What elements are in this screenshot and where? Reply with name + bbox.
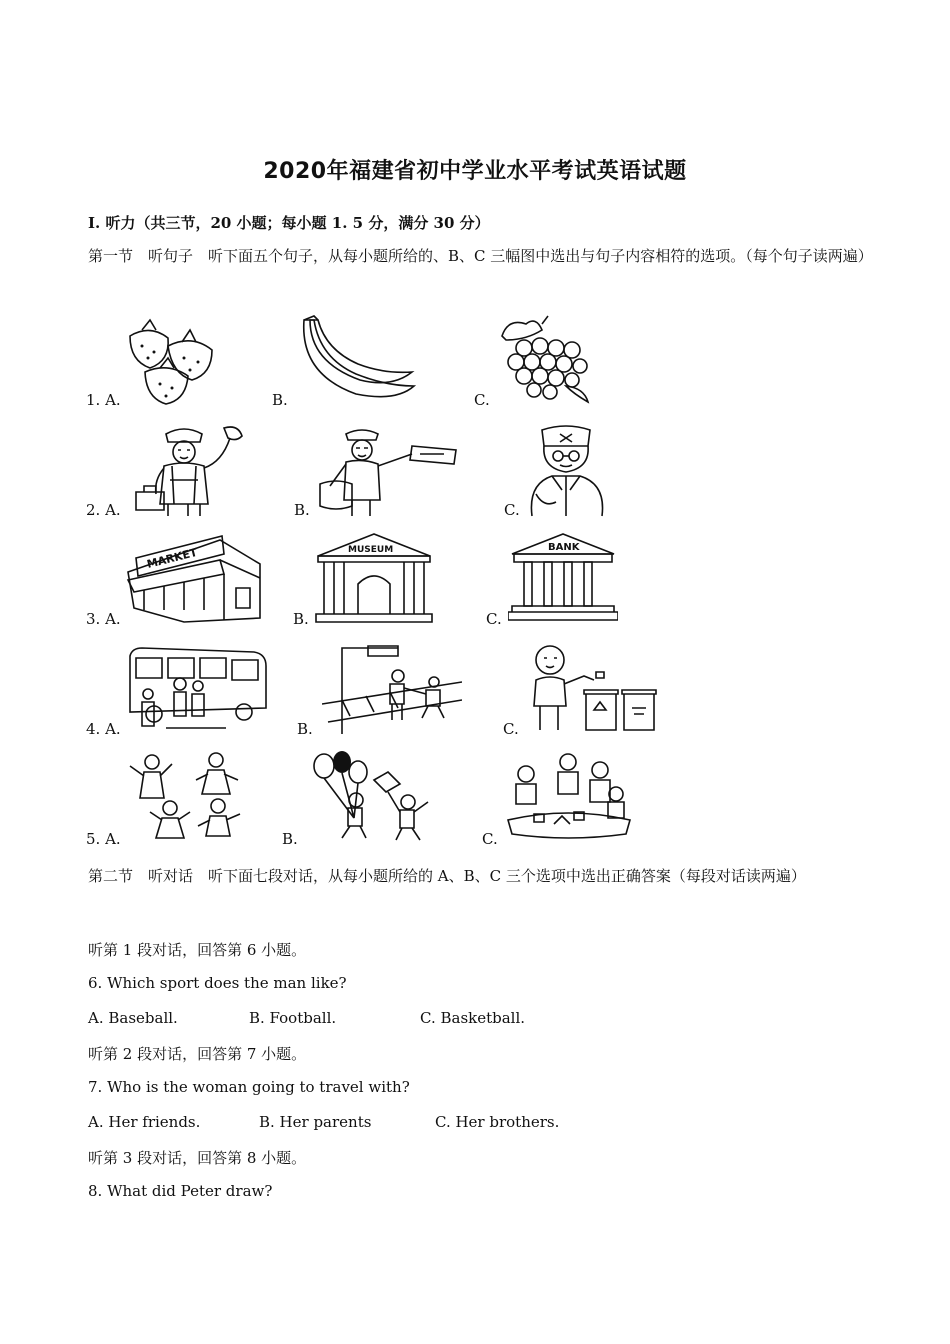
kite-flying-icon [304, 750, 434, 844]
question-6: 6. Which sport does the man like? [88, 974, 347, 992]
question-7: 7. Who is the woman going to travel with? [88, 1078, 410, 1096]
market-icon [124, 532, 264, 624]
q2-option-b: B. [294, 501, 310, 519]
bus-queue-icon [126, 642, 271, 736]
question-6-options [88, 1009, 525, 1027]
q4-option-b: B. [297, 720, 313, 738]
q5-option-b: B. [282, 830, 298, 848]
postman-icon [316, 424, 461, 518]
dialogue-2-intro: 听第 2 段对话，回答第 7 小题。 [88, 1045, 307, 1063]
svg-text:BANK: BANK [548, 542, 580, 553]
q7-option-c: C. Her brothers. [435, 1113, 560, 1131]
q7-option-a: A. Her friends. [88, 1113, 201, 1131]
q3-option-b: B. [293, 610, 309, 628]
q1-option-c: C. [474, 391, 490, 409]
question-7-options [88, 1113, 559, 1131]
q4-label: 4. A. [86, 720, 121, 738]
part1-instruction: 第一节 听句子 听下面五个句子，从每小题所给的、B、C 三幅图中选出与句子内容相符的选项。（每个句子读两遍） [88, 247, 873, 265]
q4-option-c: C. [503, 720, 519, 738]
q6-option-c: C. Basketball. [420, 1009, 526, 1027]
q3-label: 3. A. [86, 610, 121, 628]
bananas-icon [296, 314, 421, 406]
dialogue-3-intro: 听第 3 段对话，回答第 8 小题。 [88, 1149, 307, 1167]
q7-option-b: B. Her parents [259, 1113, 372, 1131]
museum-icon [314, 532, 434, 624]
q2-label: 2. A. [86, 501, 121, 519]
q2-option-c: C. [504, 501, 520, 519]
q6-option-b: B. Football. [249, 1009, 337, 1027]
dancing-icon [124, 750, 254, 844]
part2-instruction: 第二节 听对话 听下面七段对话，从每小题所给的 A、B、C 三个选项中选出正确答案（每段对话读两遍） [88, 867, 806, 885]
q3-option-c: C. [486, 610, 502, 628]
section-heading: Ⅰ. 听力（共三节，20 小题；每小题 1. 5 分，满分 30 分） [88, 214, 490, 232]
svg-text:MUSEUM: MUSEUM [348, 545, 394, 555]
picnic-icon [504, 750, 634, 844]
q5-option-c: C. [482, 830, 498, 848]
dialogue-1-intro: 听第 1 段对话，回答第 6 小题。 [88, 941, 307, 959]
strawberries-icon [120, 316, 220, 406]
crossing-road-icon [322, 642, 462, 736]
q5-label: 5. A. [86, 830, 121, 848]
q1-label: 1. A. [86, 391, 121, 409]
worker-icon [126, 424, 266, 518]
q6-option-a: A. Baseball. [88, 1009, 178, 1027]
svg-text:MARKET: MARKET [145, 545, 199, 571]
recycling-icon [524, 640, 662, 734]
bank-icon [508, 532, 618, 624]
page-title: 2020年福建省初中学业水平考试英语试题 [263, 159, 687, 184]
grapes-icon [496, 314, 596, 406]
question-8: 8. What did Peter draw? [88, 1182, 273, 1200]
q1-option-b: B. [272, 391, 288, 409]
doctor-icon [522, 424, 617, 518]
